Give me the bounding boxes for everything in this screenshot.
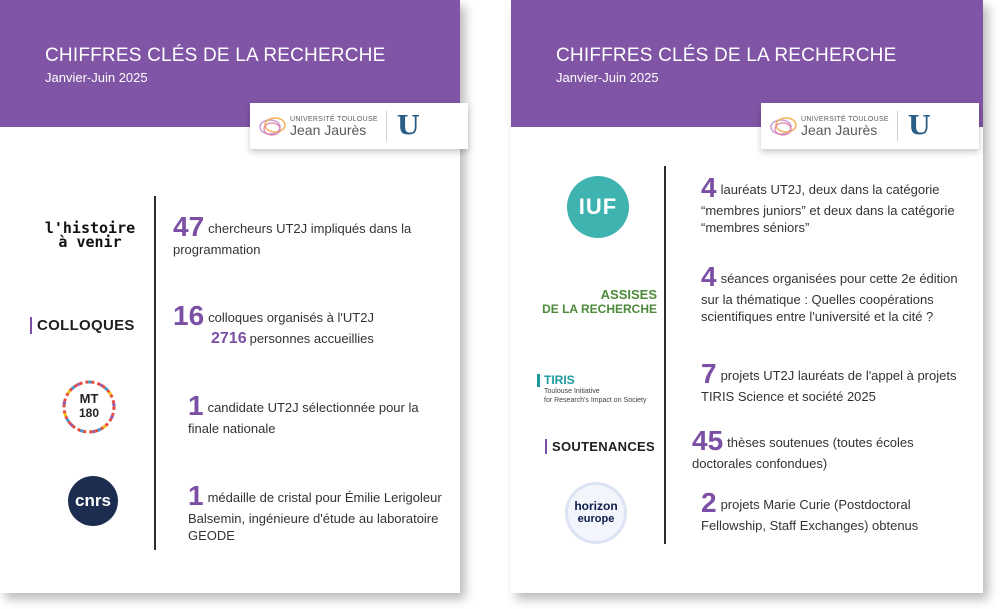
university-logo [250,103,468,149]
university-name-line1: UNIVERSITÉ TOULOUSE [801,115,889,123]
stat-number: 16 [173,300,205,331]
tiris-logo: TIRIS Toulouse Initiative for Research's Impact on Society [537,372,667,406]
logo-divider [897,111,898,141]
stat-cnrs [188,482,443,544]
card-subtitle: Janvier-Juin 2025 [45,70,148,85]
key-figures-card-left [0,0,460,593]
stat-text: thèses soutenues (toutes écoles doctorales confondues) [692,435,914,471]
ut2j-emblem-icon [769,113,799,139]
stat-horizon [701,489,961,534]
stat-soutenances [692,427,962,472]
cnrs-logo: cnrs [68,476,118,526]
stat-text: séances organisées pour cette 2e édition sur la thématique : Quelles coopérations scientifiques entre l'université et la cité ? [701,271,958,324]
stat-chercheurs [173,213,443,258]
ut2j-emblem-icon [258,113,288,139]
vertical-divider [154,196,156,550]
assises-de-la-recherche-logo: ASSISES DE LA RECHERCHE [542,287,657,316]
stat-text: projets UT2J lauréats de l'appel à projets TIRIS Science et société 2025 [701,368,957,404]
card-title: CHIFFRES CLÉS DE LA RECHERCHE [556,45,897,66]
soutenances-label: SOUTENANCES [545,435,663,457]
u-monogram: U [907,111,931,141]
stat-number: 1 [188,480,204,511]
iuf-logo: IUF [567,176,629,238]
university-name-line2: Jean Jaurès [290,121,367,138]
stat-tiris [701,360,961,405]
stat-number: 4 [701,172,717,203]
stat-text: médaille de cristal pour Émilie Lerigoleur Balsemin, ingénieure d'étude au laboratoire GEODE [188,490,442,543]
mt180-logo: MT 180 [60,378,118,436]
university-name-line2: Jean Jaurès [801,121,878,138]
stat-text: colloques organisés à l'UT2J [208,310,374,325]
stat-iuf [701,174,961,236]
logo-divider [386,111,387,141]
stat-number: 2 [701,487,717,518]
stat-text: projets Marie Curie (Postdoctoral Fellowship, Staff Exchanges) obtenus [701,497,919,533]
histoire-a-venir-logo: l'histoire à venir [44,219,136,251]
key-figures-card-right [511,0,983,593]
stat-text: candidate UT2J sélectionnée pour la finale nationale [188,400,419,436]
vertical-divider [664,166,666,544]
stat-text-secondary: personnes accueillies [249,331,374,346]
stat-mt180 [188,392,443,437]
stat-number: 45 [692,425,724,456]
stat-text: lauréats UT2J, deux dans la catégorie “membres juniors” et deux dans la catégorie “membres séniors” [701,182,955,235]
university-logo [761,103,979,149]
stat-number-secondary: 2716 [211,330,247,347]
card-subtitle: Janvier-Juin 2025 [556,70,659,85]
stat-text: chercheurs UT2J impliqués dans la programmation [173,221,412,257]
horizon-europe-logo: horizon europe [565,482,627,544]
stat-number: 1 [188,390,204,421]
u-monogram: U [396,111,420,141]
stat-assises [701,263,961,325]
card-title: CHIFFRES CLÉS DE LA RECHERCHE [45,45,386,66]
stat-number: 4 [701,261,717,292]
stat-number: 7 [701,358,717,389]
colloques-label: COLLOQUES [30,313,145,337]
stat-colloques [173,302,443,347]
university-name-line1: UNIVERSITÉ TOULOUSE [290,115,378,123]
stat-number: 47 [173,211,205,242]
